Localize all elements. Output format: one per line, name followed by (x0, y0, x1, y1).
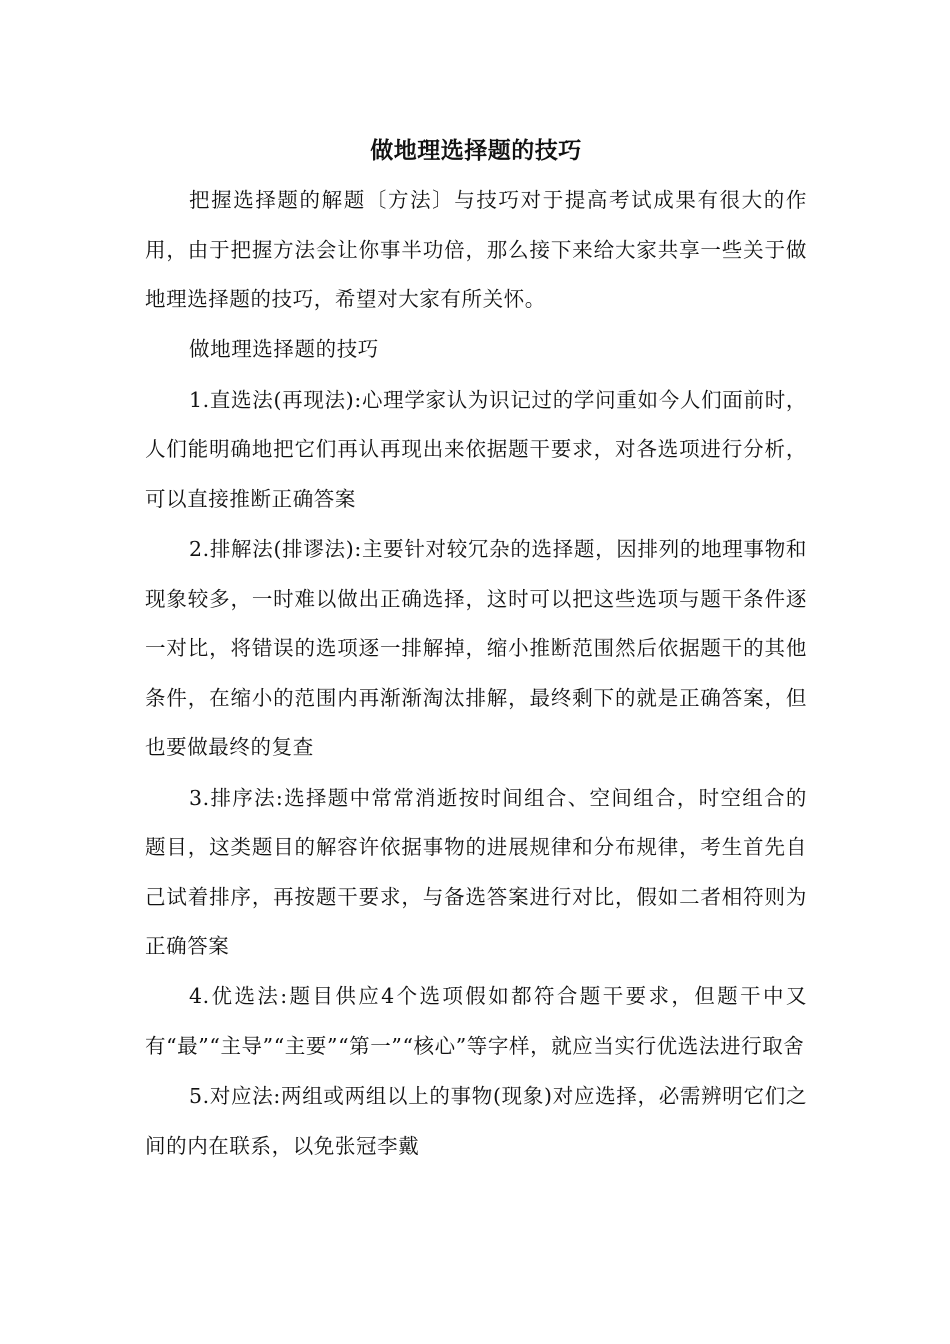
document-page (145, 128, 807, 1172)
tip-ordering: 3.排序法:选择题中常常消逝按时间组合、空间组合，时空组合的题目，这类题目的解容许依据事物的进展规律和分布规律，考生首先自己试着排序，再按题干要求，与备选答案进行对比，假如二者相符则为正确答案 (145, 785, 807, 959)
intro-paragraph: 把握选择题的解题〔方法〕与技巧对于提高考试成果有很大的作用，由于把握方法会让你事半功倍，那么接下来给大家共享一些关于做地理选择题的技巧，希望对大家有所关怀。 (145, 188, 807, 312)
document-title: 做地理选择题的技巧 (370, 137, 582, 164)
tip-elimination: 2.排解法(排谬法):主要针对较冗杂的选择题，因排列的地理事物和现象较多，一时难以做出正确选择，这时可以把这些选项与题干条件逐一对比，将错误的选项逐一排解掉，缩小推断范围然后依据题干的其他条件，在缩小的范围内再渐渐淘汰排解，最终剩下的就是正确答案，但也要做最终的复查 (145, 536, 807, 760)
tip-best-choice: 4.优选法:题目供应4个选项假如都符合题干要求，但题干中又有“最”“主导”“主要”“第一”“核心”等字样，就应当实行优选法进行取舍 (145, 984, 807, 1059)
tip-direct-selection: 1.直选法(再现法):心理学家认为识记过的学问重如今人们面前时，人们能明确地把它们再认再现出来依据题干要求，对各选项进行分析，可以直接推断正确答案 (145, 387, 807, 511)
tip-matching: 5.对应法:两组或两组以上的事物(现象)对应选择，必需辨明它们之间的内在联系，以免张冠李戴 (145, 1084, 807, 1158)
section-heading: 做地理选择题的技巧 (189, 337, 379, 362)
